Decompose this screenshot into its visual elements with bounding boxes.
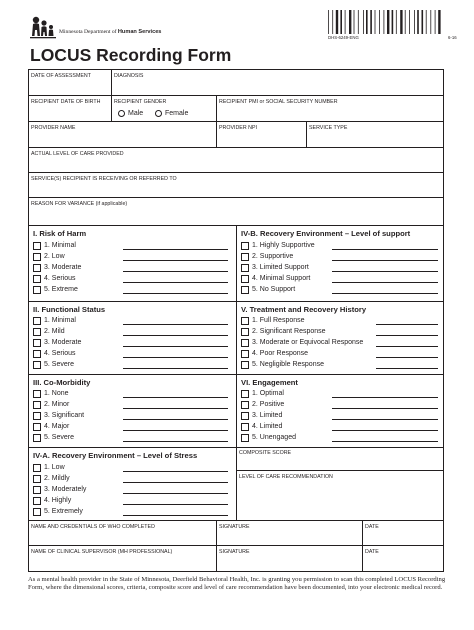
score-line[interactable] [123, 471, 228, 472]
checkbox-option[interactable] [241, 388, 284, 399]
barcode-bar [409, 10, 410, 34]
checkbox-label: 5. Severe [44, 434, 74, 441]
checkbox-label: 4. Minimal Support [252, 275, 311, 282]
score-line[interactable] [332, 271, 438, 272]
signature-label: SIGNATURE [219, 549, 250, 555]
checkbox-label: 3. Moderate [44, 264, 82, 271]
checkbox-option[interactable] [241, 359, 324, 370]
barcode-bar [435, 10, 436, 34]
barcode-bar [400, 10, 402, 34]
col-divider [362, 520, 363, 572]
checkbox-option[interactable] [33, 399, 69, 410]
checkbox-icon[interactable] [241, 339, 249, 347]
barcode-bar [358, 10, 359, 34]
checkbox-option[interactable] [241, 410, 282, 421]
score-line[interactable] [123, 271, 228, 272]
checkbox-label: 1. Minimal [44, 317, 76, 324]
diagnosis-label: DIAGNOSIS [114, 73, 144, 79]
signature-label: SIGNATURE [219, 524, 250, 530]
date-label: DATE [365, 549, 379, 555]
col-divider [111, 69, 112, 121]
checkbox-option[interactable] [33, 251, 65, 262]
checkbox-option[interactable] [33, 473, 70, 484]
checkbox-icon[interactable] [33, 286, 41, 294]
checkbox-label: 3. Significant [44, 412, 85, 419]
score-line[interactable] [332, 249, 438, 250]
checkbox-label: 1. Optimal [252, 390, 284, 397]
score-line[interactable] [123, 515, 228, 516]
barcode-bar [349, 10, 351, 34]
clinical-supervisor-label: NAME OF CLINICAL SUPERVISOR (MH PROFESSIONAL) [31, 549, 173, 555]
checkbox-label: 3. Limited Support [252, 264, 309, 271]
checkbox-option[interactable] [33, 273, 76, 284]
checkbox-option[interactable] [33, 506, 83, 517]
checkbox-option[interactable] [241, 432, 296, 443]
section-title-risk-of-harm: I. Risk of Harm [33, 229, 87, 238]
section-title-functional-status: II. Functional Status [33, 305, 106, 314]
col-divider [236, 225, 237, 520]
section-divider [28, 520, 444, 521]
checkbox-label: 1. Minimal [44, 242, 76, 249]
checkbox-label: 5. Extremely [44, 508, 83, 515]
barcode-bar [422, 10, 424, 34]
score-line[interactable] [123, 482, 228, 483]
score-line[interactable] [376, 335, 438, 336]
score-line[interactable] [376, 324, 438, 325]
checkbox-label: 2. Mildly [44, 475, 70, 482]
checkbox-icon[interactable] [33, 434, 41, 442]
checkbox-icon[interactable] [33, 508, 41, 516]
section-title-level-of-stress: IV-A. Recovery Environment – Level of Stress [33, 451, 198, 460]
barcode-bar [354, 10, 355, 34]
service-type-label: SERVICE TYPE [309, 125, 348, 131]
checkbox-label: 5. Unengaged [252, 434, 296, 441]
score-line[interactable] [332, 293, 438, 294]
name-completed-label: NAME AND CREDENTIALS OF WHO COMPLETED [31, 524, 155, 530]
barcode-bar [379, 10, 380, 34]
checkbox-icon[interactable] [241, 412, 249, 420]
barcode-bar [328, 10, 329, 34]
barcode-bar [387, 10, 389, 34]
checkbox-icon[interactable] [33, 401, 41, 409]
col-divider [216, 520, 217, 572]
checkbox-label: 4. Poor Response [252, 350, 309, 357]
checkbox-label: 2. Supportive [252, 253, 294, 260]
barcode-bar [430, 10, 431, 34]
checkbox-icon[interactable] [241, 286, 249, 294]
checkbox-label: 3. Moderate or Equivocal Response [252, 339, 364, 346]
barcode-bar [438, 10, 440, 34]
barcode-bar [363, 10, 364, 34]
recipient-gender-label: RECIPIENT GENDER [114, 99, 167, 105]
barcode-bar [414, 10, 415, 34]
checkbox-icon[interactable] [33, 475, 41, 483]
provider-name-label: PROVIDER NAME [31, 125, 76, 131]
score-line[interactable] [123, 441, 228, 442]
checkbox-label: 4. Limited [252, 423, 283, 430]
row-divider [28, 197, 444, 198]
checkbox-label: 4. Serious [44, 275, 76, 282]
checkbox-icon[interactable] [33, 264, 41, 272]
checkbox-icon[interactable] [241, 423, 249, 431]
services-label: SERVICE(S) RECIPIENT IS RECEIVING OR REFERRED TO [31, 176, 177, 182]
score-line[interactable] [123, 397, 228, 398]
checkbox-icon[interactable] [241, 361, 249, 369]
checkbox-icon[interactable] [33, 339, 41, 347]
barcode-bar [370, 10, 372, 34]
checkbox-option[interactable] [241, 337, 363, 348]
date-of-assessment-label: DATE OF ASSESSMENT [31, 73, 91, 79]
checkbox-icon[interactable] [33, 423, 41, 431]
checkbox-label: 3. Moderately [44, 486, 87, 493]
checkbox-label: 5. Severe [44, 361, 74, 368]
checkbox-label: 2. Mild [44, 328, 65, 335]
barcode-bar [417, 10, 419, 34]
score-line[interactable] [123, 260, 228, 261]
checkbox-option[interactable] [33, 359, 74, 370]
checkbox-label: 4. Highly [44, 497, 72, 504]
composite-score-label: COMPOSITE SCORE [239, 450, 292, 456]
checkbox-option[interactable] [33, 421, 69, 432]
score-line[interactable] [123, 324, 228, 325]
row-divider [28, 172, 444, 173]
checkbox-label: 2. Low [44, 253, 65, 260]
barcode-bar [375, 10, 376, 34]
checkbox-label: 4. Major [44, 423, 70, 430]
score-line[interactable] [123, 430, 228, 431]
radio-circle-icon[interactable] [118, 110, 125, 117]
radio-circle-icon[interactable] [155, 110, 162, 117]
checkbox-icon[interactable] [33, 390, 41, 398]
checkbox-label: 3. Limited [252, 412, 283, 419]
score-line[interactable] [332, 408, 438, 409]
checkbox-icon[interactable] [241, 242, 249, 250]
checkbox-option[interactable] [241, 273, 310, 284]
checkbox-label: 1. Highly Supportive [252, 242, 315, 249]
score-line[interactable] [332, 397, 438, 398]
row-divider [28, 121, 444, 122]
checkbox-option[interactable] [33, 337, 81, 348]
checkbox-label: 2. Significant Response [252, 328, 326, 335]
barcode-bar [336, 10, 338, 34]
checkbox-icon[interactable] [241, 317, 249, 325]
score-line[interactable] [123, 346, 228, 347]
checkbox-label: 1. None [44, 390, 69, 397]
checkbox-option[interactable] [33, 348, 76, 359]
permission-statement: As a mental health provider in the State of Minnesota, Deerfield Behavioral Health, Inc. is granting you permission to scan this completed LOCUS Recording Form, where the dimensional scores, criteria, composite score and level of care recommendation have been documented, into your electronic medical record. [28, 576, 446, 592]
checkbox-label: 5. No Support [252, 286, 296, 293]
score-line[interactable] [332, 430, 438, 431]
score-line[interactable] [123, 493, 228, 494]
checkbox-option[interactable] [241, 251, 293, 262]
checkbox-icon[interactable] [241, 434, 249, 442]
checkbox-icon[interactable] [241, 390, 249, 398]
checkbox-option[interactable] [33, 326, 65, 337]
score-line[interactable] [123, 368, 228, 369]
checkbox-option[interactable] [33, 388, 69, 399]
checkbox-option[interactable] [241, 348, 308, 359]
col-divider [306, 121, 307, 147]
department-name: Minnesota Department of Human Services [59, 29, 162, 35]
checkbox-icon[interactable] [33, 253, 41, 261]
reason-variance-label: REASON FOR VARIANCE (if applicable) [31, 201, 128, 207]
checkbox-label: 3. Moderate [44, 339, 82, 346]
score-line[interactable] [123, 357, 228, 358]
checkbox-icon[interactable] [33, 412, 41, 420]
gender-female-option[interactable]: Female [155, 110, 188, 117]
checkbox-option[interactable] [241, 262, 309, 273]
checkbox-option[interactable] [33, 240, 76, 251]
barcode-bar [345, 10, 346, 34]
checkbox-label: 5. Negligible Response [252, 361, 324, 368]
score-line[interactable] [332, 282, 438, 283]
recipient-dob-label: RECIPIENT DATE OF BIRTH [31, 99, 101, 105]
dhs-logo-icon [30, 14, 56, 44]
checkbox-icon[interactable] [33, 497, 41, 505]
form-barcode [328, 10, 442, 34]
score-line[interactable] [376, 346, 438, 347]
score-line[interactable] [123, 335, 228, 336]
checkbox-icon[interactable] [33, 464, 41, 472]
date-label: DATE [365, 524, 379, 530]
score-line[interactable] [123, 504, 228, 505]
barcode-bar [392, 10, 394, 34]
level-recommendation-label: LEVEL OF CARE RECOMMENDATION [239, 474, 333, 480]
checkbox-option[interactable] [241, 284, 295, 295]
checkbox-option[interactable] [241, 326, 326, 337]
section-title-level-of-support: IV-B. Recovery Environment – Level of support [241, 229, 411, 238]
checkbox-icon[interactable] [33, 317, 41, 325]
barcode-bar [340, 10, 342, 34]
barcode-bar [396, 10, 397, 34]
checkbox-label: 4. Serious [44, 350, 76, 357]
checkbox-label: 5. Extreme [44, 286, 78, 293]
checkbox-icon[interactable] [241, 253, 249, 261]
score-line[interactable] [332, 441, 438, 442]
checkbox-icon[interactable] [241, 401, 249, 409]
gender-male-option[interactable]: Male [118, 110, 143, 117]
checkbox-icon[interactable] [241, 275, 249, 283]
score-line[interactable] [123, 293, 228, 294]
checkbox-icon[interactable] [241, 328, 249, 336]
provider-npi-label: PROVIDER NPI [219, 125, 257, 131]
actual-level-label: ACTUAL LEVEL OF CARE PROVIDED [31, 151, 124, 157]
barcode-bar [332, 10, 333, 34]
checkbox-label: 2. Minor [44, 401, 70, 408]
barcode-bar [426, 10, 427, 34]
checkbox-option[interactable] [33, 484, 86, 495]
score-line[interactable] [332, 419, 438, 420]
checkbox-icon[interactable] [33, 361, 41, 369]
checkbox-label: 1. Full Response [252, 317, 305, 324]
checkbox-icon[interactable] [33, 486, 41, 494]
row-divider [28, 95, 444, 96]
barcode-bar [384, 10, 385, 34]
score-line[interactable] [123, 419, 228, 420]
score-line[interactable] [332, 260, 438, 261]
checkbox-label: 2. Positive [252, 401, 285, 408]
section-title-co-morbidity: III. Co-Morbidity [33, 378, 91, 387]
barcode-bar [405, 10, 406, 34]
checkbox-icon[interactable] [33, 350, 41, 358]
page-title: LOCUS Recording Form [30, 45, 232, 65]
checkbox-option[interactable] [241, 399, 284, 410]
form-number: DHS-6249-ENG [328, 35, 359, 40]
checkbox-label: 1. Low [44, 464, 65, 471]
checkbox-icon[interactable] [241, 264, 249, 272]
checkbox-option[interactable] [241, 315, 305, 326]
checkbox-option[interactable] [33, 262, 81, 273]
checkbox-icon[interactable] [33, 275, 41, 283]
checkbox-icon[interactable] [241, 350, 249, 358]
section-title-treatment-history: V. Treatment and Recovery History [241, 305, 367, 314]
checkbox-option[interactable] [33, 410, 84, 421]
checkbox-option[interactable] [241, 240, 315, 251]
checkbox-icon[interactable] [33, 242, 41, 250]
col-divider [216, 95, 217, 147]
score-line[interactable] [376, 357, 438, 358]
row-divider [236, 470, 444, 471]
score-line[interactable] [376, 368, 438, 369]
checkbox-option[interactable] [241, 421, 282, 432]
checkbox-option[interactable] [33, 284, 78, 295]
score-line[interactable] [123, 249, 228, 250]
score-line[interactable] [123, 282, 228, 283]
score-line[interactable] [123, 408, 228, 409]
checkbox-option[interactable] [33, 462, 65, 473]
checkbox-option[interactable] [33, 315, 76, 326]
checkbox-icon[interactable] [33, 328, 41, 336]
barcode-bar [366, 10, 368, 34]
revision-date: 6-16 [448, 35, 457, 40]
row-divider [28, 545, 444, 546]
row-divider [28, 147, 444, 148]
section-title-engagement: VI. Engagement [241, 378, 298, 387]
checkbox-option[interactable] [33, 495, 71, 506]
checkbox-option[interactable] [33, 432, 74, 443]
recipient-pmi-label: RECIPIENT PMI or SOCIAL SECURITY NUMBER [219, 99, 338, 105]
